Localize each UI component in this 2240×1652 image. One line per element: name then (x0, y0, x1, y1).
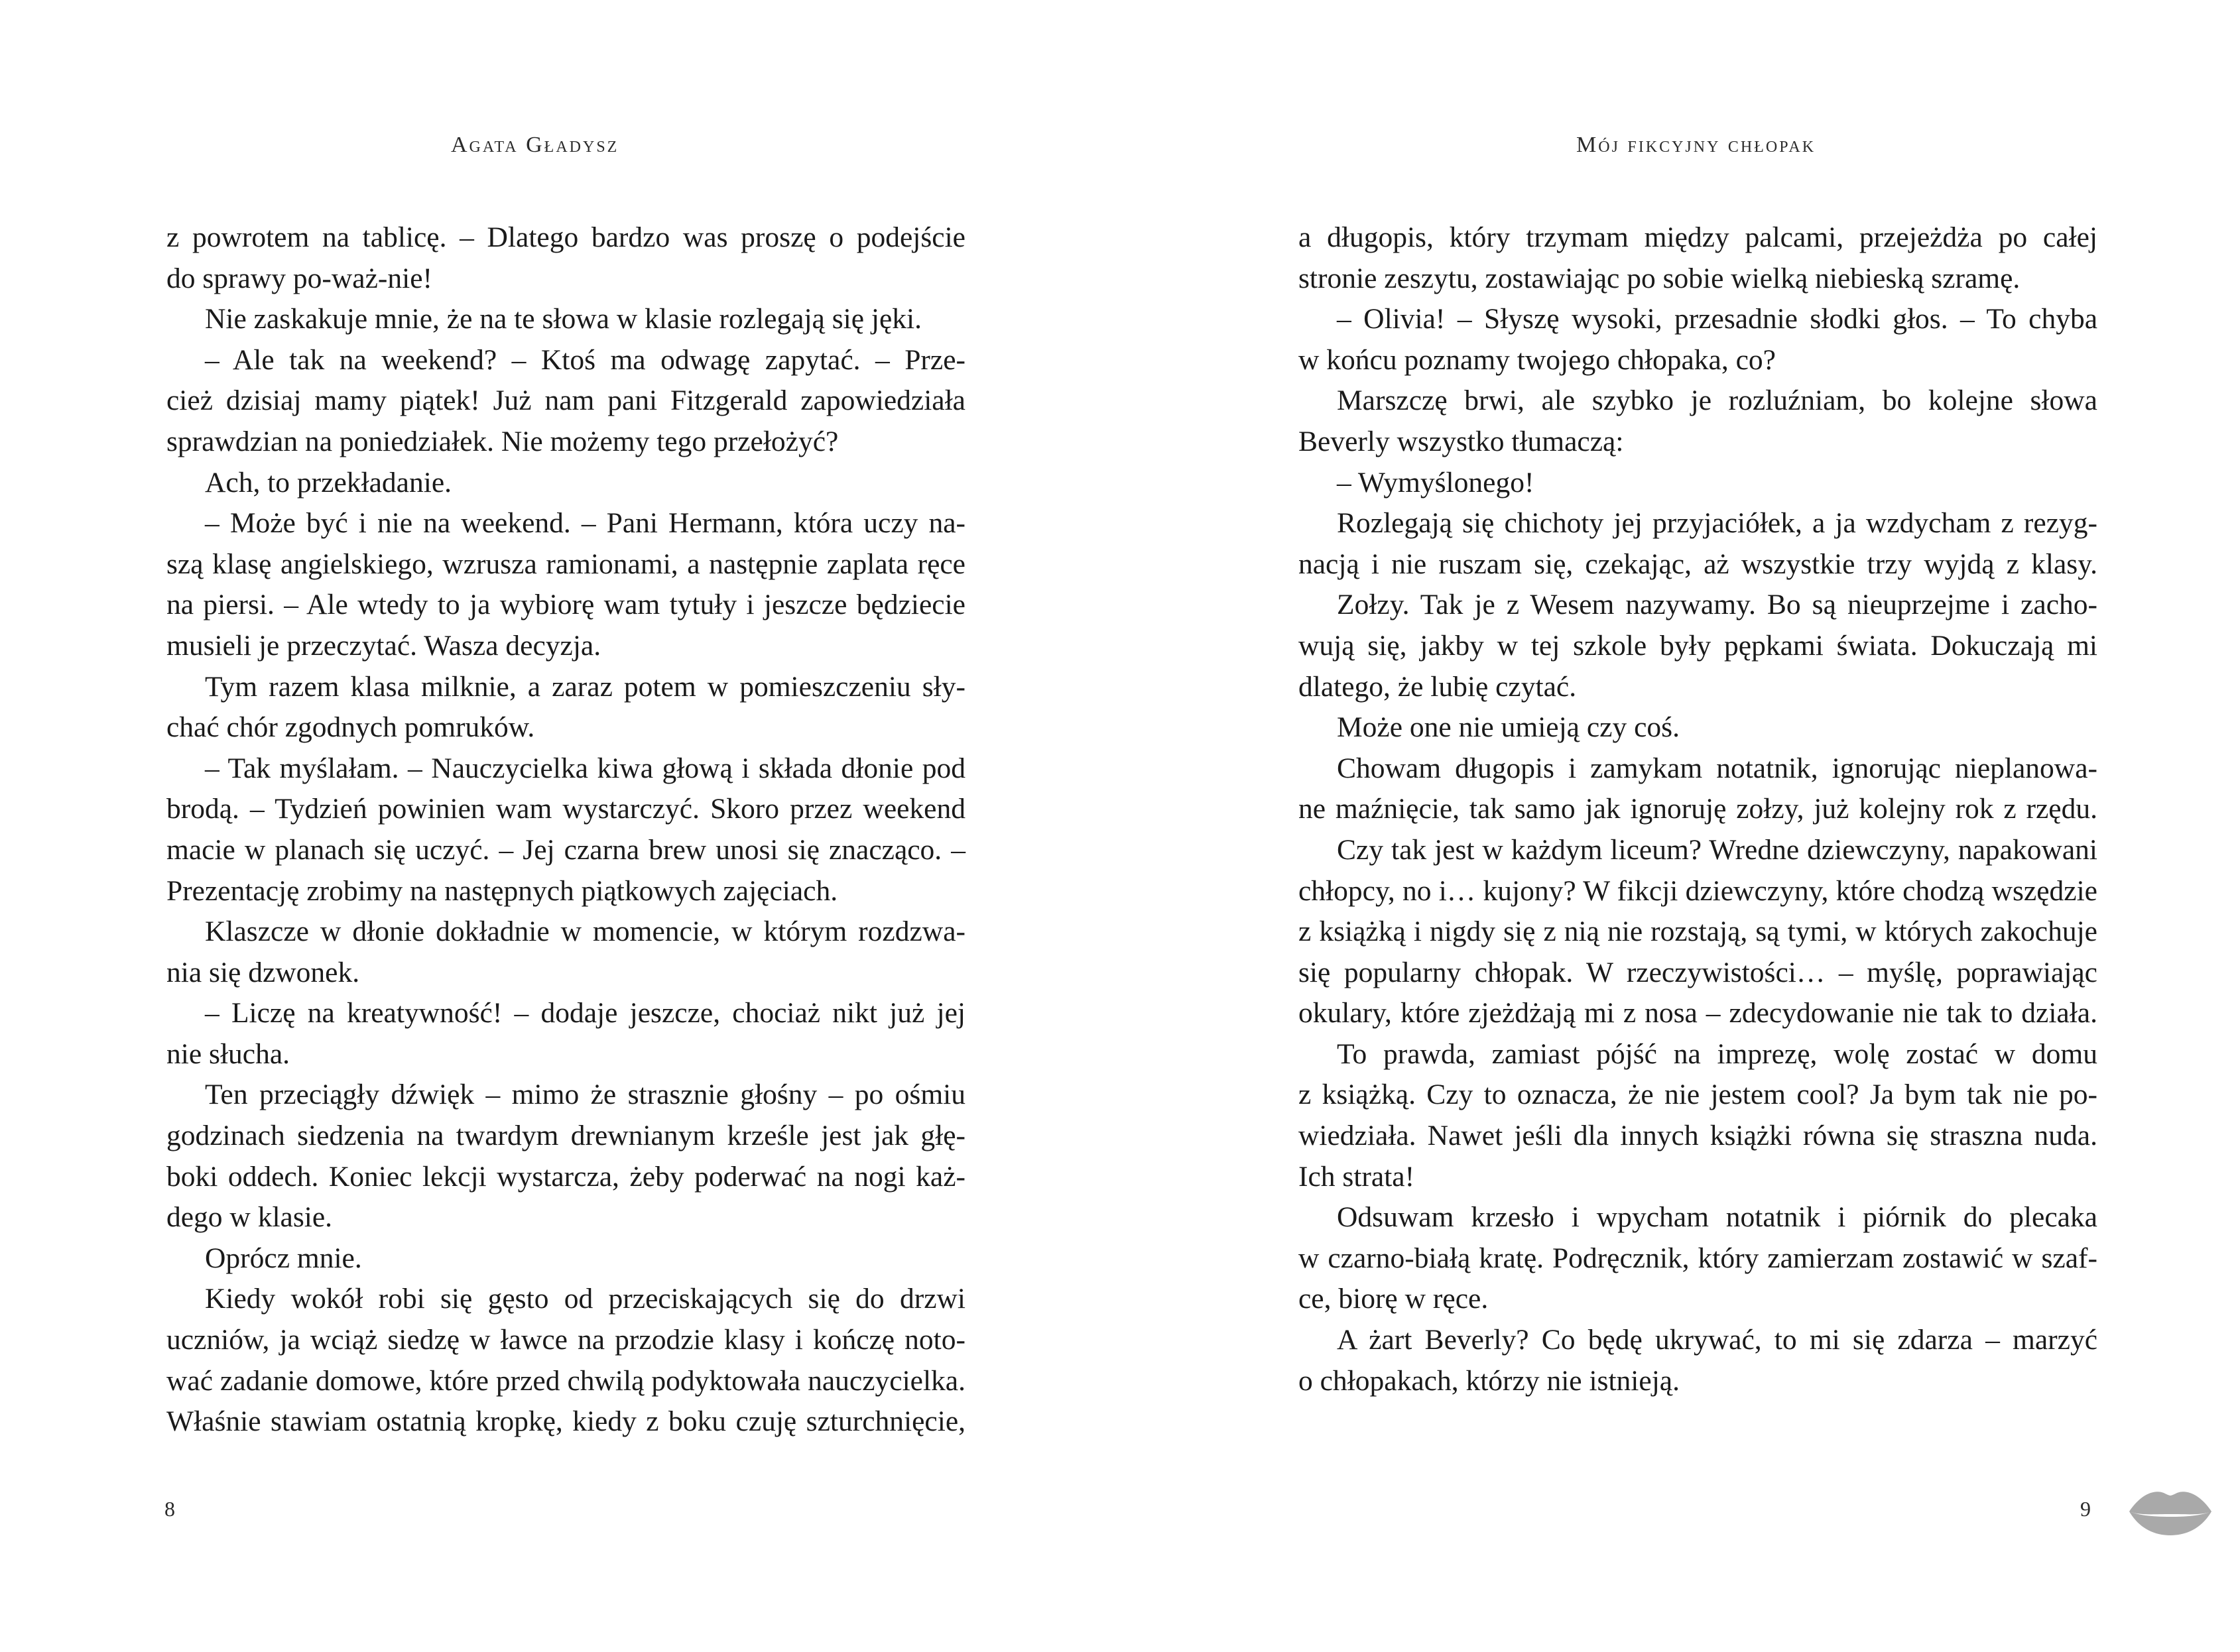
text-line: Prezentację zrobimy na następnych piątkowych zajęciach. (166, 874, 838, 907)
text-line: boki oddech. Koniec lekcji wystarcza, żeby poderwać na nogi każ- (166, 1160, 965, 1193)
text-line: Oprócz mnie. (205, 1242, 362, 1274)
text-line: – Może być i nie na weekend. – Pani Hermann, która uczy na- (205, 507, 965, 540)
text-line: – Ale tak na weekend? – Ktoś ma odwagę zapytać. – Prze- (205, 343, 965, 376)
text-line: A żart Beverly? Co będę ukrywać, to mi się zdarza – marzyć (1337, 1324, 2097, 1356)
page-number: 8 (164, 1497, 175, 1521)
text-line: dego w klasie. (166, 1201, 333, 1234)
text-line: Beverly wszystko tłumaczą: (1298, 425, 1624, 457)
text-line: nie słucha. (166, 1037, 290, 1070)
body-text (166, 217, 965, 1443)
running-head-author: Agata Gładysz (451, 133, 619, 157)
lips-icon (2128, 1485, 2213, 1537)
text-line: – Wymyślonego! (1337, 466, 1534, 499)
text-line: Klaszcze w dłonie dokładnie w momencie, w którym rozdzwa- (205, 915, 965, 948)
text-line: a długopis, który trzymam między palcami, przejeżdża po całej (1298, 221, 2097, 253)
text-line: w końcu poznamy twojego chłopaka, co? (1298, 343, 1776, 376)
text-line: z powrotem na tablicę. – Dlatego bardzo was proszę o podejście (166, 221, 965, 253)
text-line: z książką i nigdy się z nią nie rozstają, są tymi, w których zakochuje (1298, 915, 2097, 948)
text-line: z książką. Czy to oznacza, że nie jestem cool? Ja bym tak nie po- (1298, 1079, 2097, 1111)
text-line: nia się dzwonek. (166, 956, 360, 988)
text-line: Marszczę brwi, ale szybko je rozluźniam, bo kolejne słowa (1337, 384, 2097, 417)
text-line: nacją i nie ruszam się, czekając, aż wszystkie trzy wyjdą z klasy. (1298, 548, 2097, 580)
text-line: wiedziała. Nawet jeśli dla innych książki równa się straszna nuda. (1298, 1120, 2097, 1152)
page-number: 9 (2080, 1497, 2091, 1521)
text-line: Zołzy. Tak je z Wesem nazywamy. Bo są nieuprzejme i zacho- (1337, 589, 2097, 621)
text-line: chać chór zgodnych pomruków. (166, 711, 535, 744)
text-line: brodą. – Tydzień powinien wam wystarczyć. Skoro przez weekend (166, 793, 965, 825)
right-page (1120, 0, 2240, 1652)
body-text (1298, 217, 2097, 1401)
text-line: – Liczę na kreatywność! – dodaje jeszcze, chociaż nikt już jej (205, 997, 965, 1030)
text-line: musieli je przeczytać. Wasza decyzja. (166, 629, 601, 662)
text-line: ce, biorę w ręce. (1298, 1283, 1489, 1315)
text-line: dlatego, że lubię czytać. (1298, 670, 1577, 703)
text-line: stronie zeszytu, zostawiając po sobie wielką niebieską szramę. (1298, 262, 2021, 294)
text-line: się popularny chłopak. W rzeczywistości… – myślę, poprawiając (1298, 956, 2097, 988)
text-line: godzinach siedzenia na twardym drewnianym krześle jest jak głę- (166, 1120, 965, 1152)
text-line: wują się, jakby w tej szkole były pępkami świata. Dokuczają mi (1298, 629, 2097, 662)
text-line: cież dzisiaj mamy piątek! Już nam pani Fitzgerald zapowiedziała (166, 384, 965, 417)
text-line: macie w planach się uczyć. – Jej czarna brew unosi się znacząco. – (166, 833, 965, 866)
text-line: Ich strata! (1298, 1160, 1415, 1193)
text-line: ne maźnięcie, tak samo jak ignoruję zołzy, już kolejny rok z rzędu. (1298, 793, 2097, 825)
text-line: uczniów, ja wciąż siedzę w ławce na przodzie klasy i kończę noto- (166, 1324, 965, 1356)
text-line: Chowam długopis i zamykam notatnik, ignorując nieplanowa- (1337, 752, 2097, 784)
text-line: do sprawy po-waż-nie! (166, 262, 433, 294)
text-line: Rozlegają się chichoty jej przyjaciółek, a ja wzdycham z rezyg- (1337, 507, 2097, 540)
text-line: To prawda, zamiast pójść na imprezę, wolę zostać w domu (1337, 1037, 2097, 1070)
text-line: chłopcy, no i… kujony? W fikcji dziewczyny, które chodzą wszędzie (1298, 874, 2097, 907)
text-line: Kiedy wokół robi się gęsto od przeciskających się do drzwi (205, 1283, 965, 1315)
text-line: okulary, które zjeżdżają mi z nosa – zdecydowanie nie tak to działa. (1298, 997, 2097, 1030)
text-line: – Olivia! – Słyszę wysoki, przesadnie słodki głos. – To chyba (1337, 303, 2097, 335)
text-line: wać zadanie domowe, które przed chwilą podyktowała nauczycielka. (166, 1364, 965, 1397)
text-line: Nie zaskakuje mnie, że na te słowa w klasie rozlegają się jęki. (205, 303, 922, 335)
text-line: Może one nie umieją czy coś. (1337, 711, 1680, 744)
text-line: Ach, to przekładanie. (205, 466, 452, 499)
text-line: – Tak myślałam. – Nauczycielka kiwa głową i składa dłonie pod (205, 752, 965, 784)
text-line: na piersi. – Ale wtedy to ja wybiorę wam tytuły i jeszcze będziecie (166, 589, 965, 621)
text-line: szą klasę angielskiego, wzrusza ramionami, a następnie zaplata ręce (166, 548, 965, 580)
text-line: Tym razem klasa milknie, a zaraz potem w pomieszczeniu sły- (205, 670, 965, 703)
running-head-title: Mój fikcyjny chłopak (1576, 133, 1816, 157)
text-line: Ten przeciągły dźwięk – mimo że strasznie głośny – po ośmiu (205, 1079, 965, 1111)
text-line: Właśnie stawiam ostatnią kropkę, kiedy z boku czuję szturchnięcie, (166, 1405, 965, 1438)
text-line: o chłopakach, którzy nie istnieją. (1298, 1364, 1680, 1397)
text-line: Czy tak jest w każdym liceum? Wredne dziewczyny, napakowani (1337, 833, 2097, 866)
text-line: w czarno-białą kratę. Podręcznik, który zamierzam zostawić w szaf- (1298, 1242, 2097, 1274)
text-line: sprawdzian na poniedziałek. Nie możemy tego przełożyć? (166, 425, 839, 457)
text-line: Odsuwam krzesło i wpycham notatnik i piórnik do plecaka (1337, 1201, 2097, 1234)
